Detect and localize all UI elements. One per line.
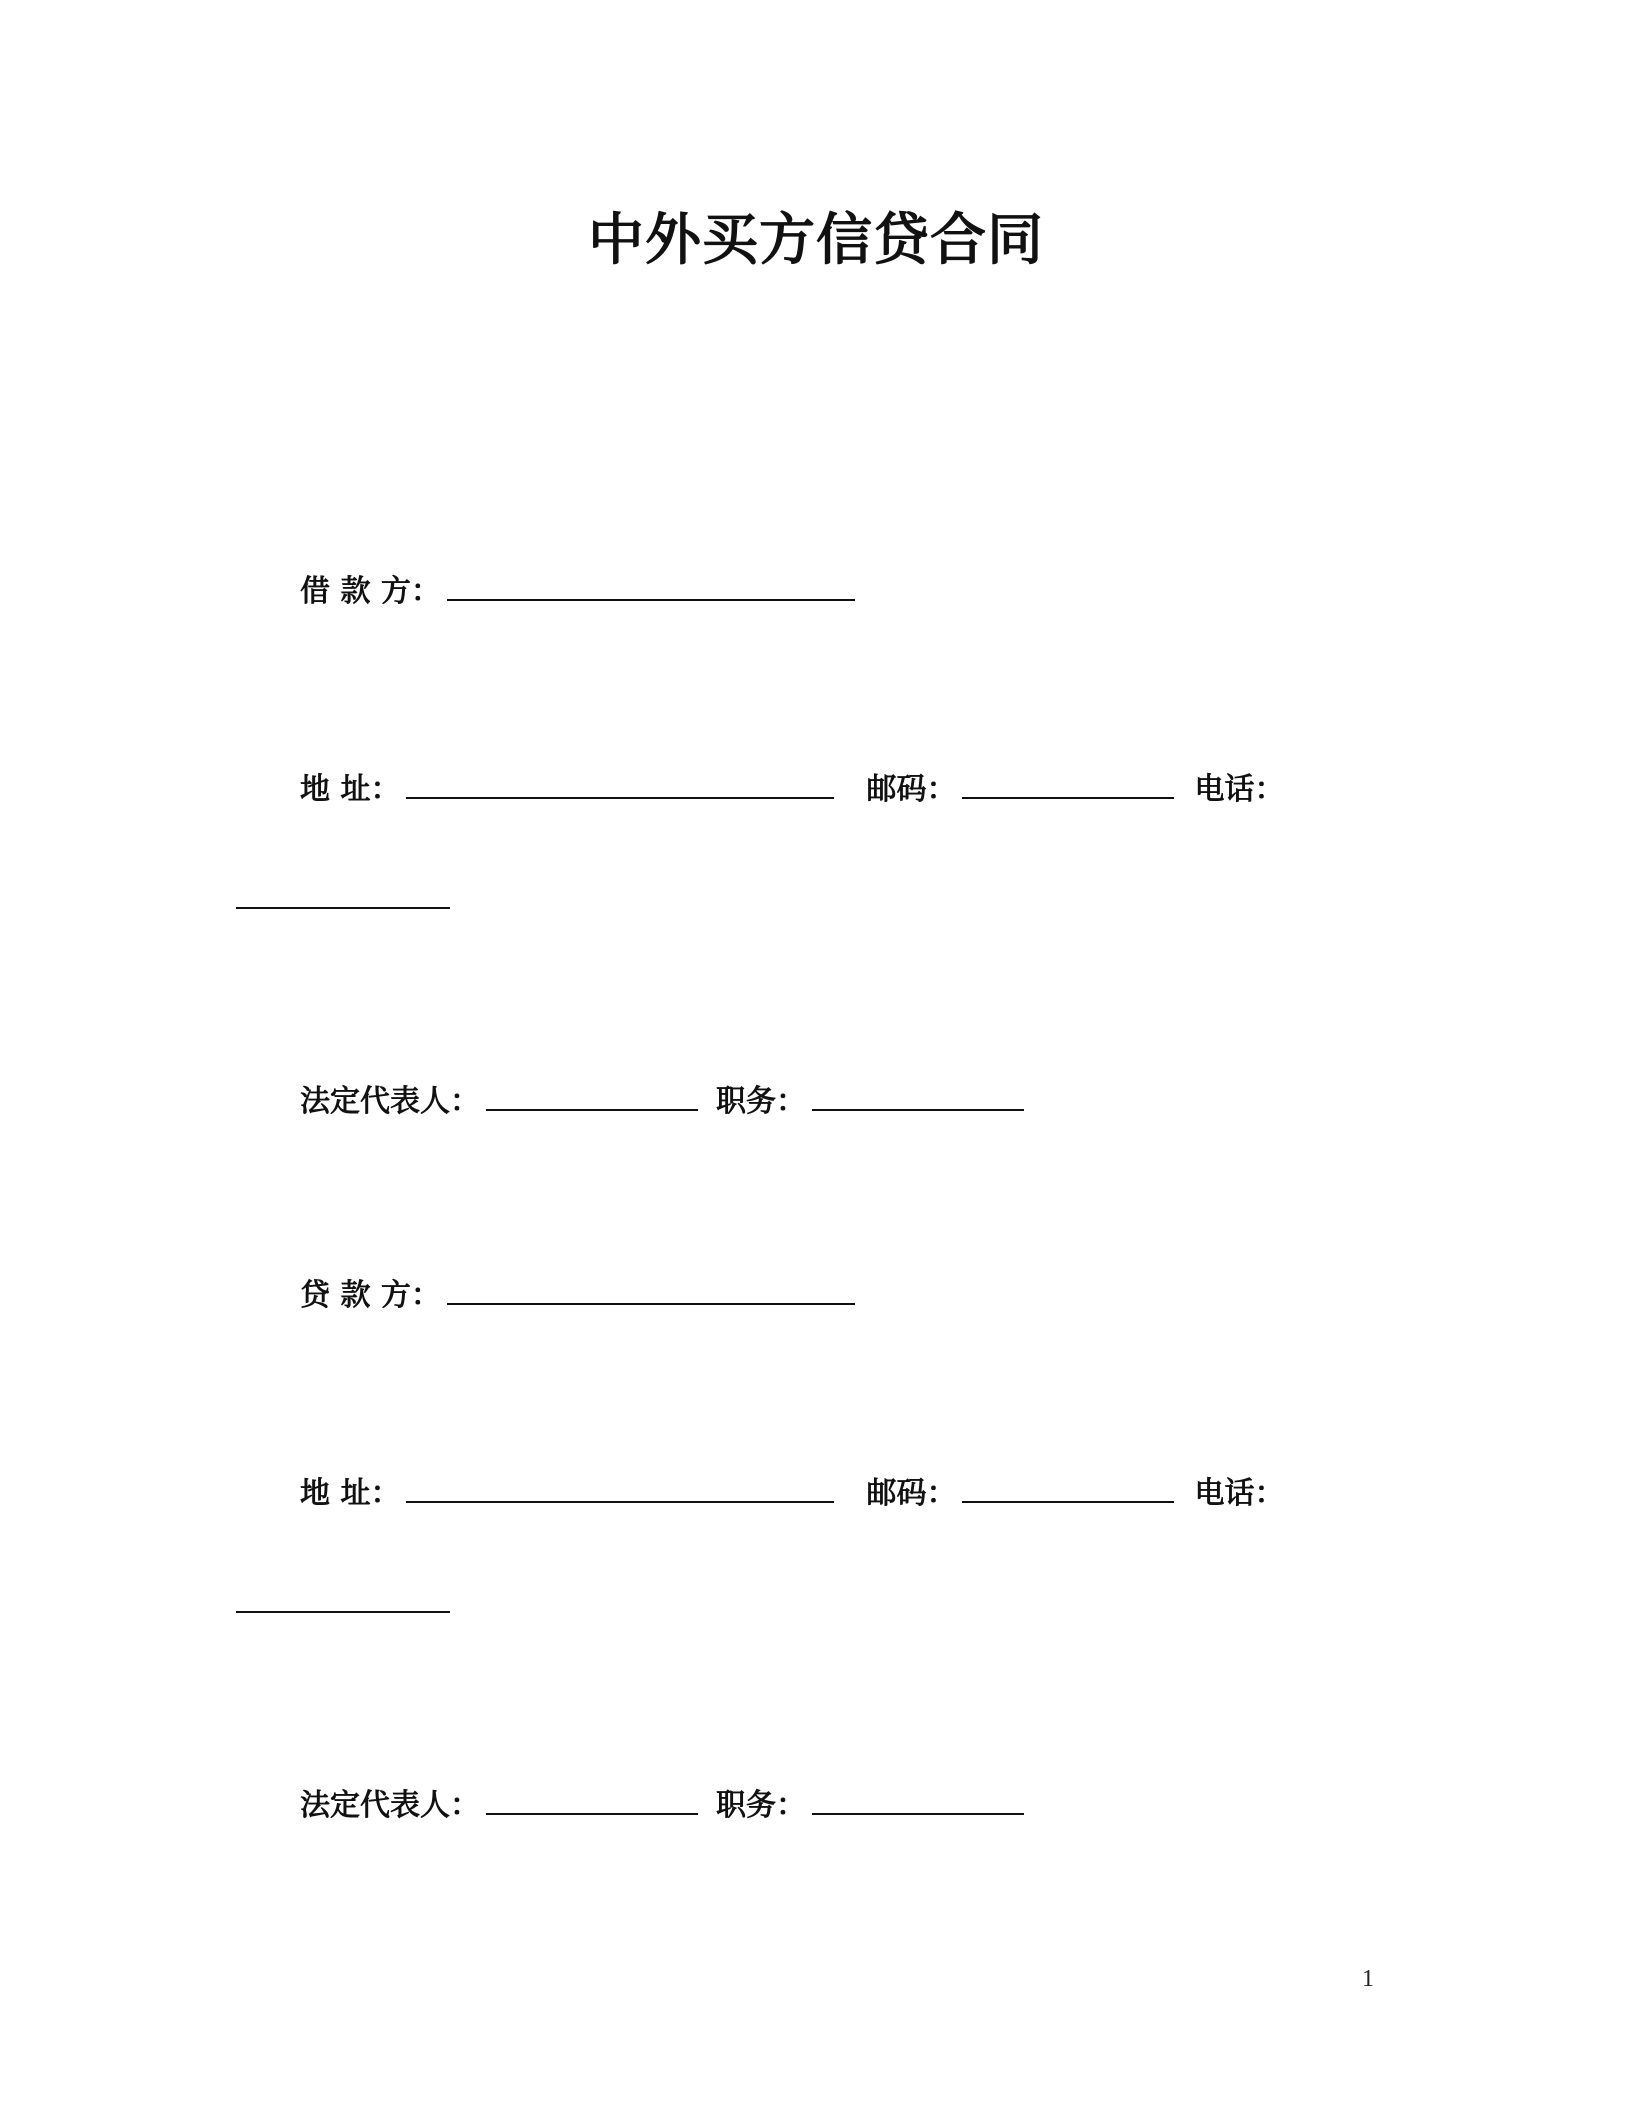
borrower-position-label: 职务： xyxy=(716,1084,806,1119)
lender-party-line xyxy=(300,1276,855,1316)
lender-phone-continuation xyxy=(236,1584,450,1624)
borrower-postcode-blank[interactable] xyxy=(962,797,1174,799)
lender-party-label: 贷 款 方： xyxy=(300,1278,441,1313)
lender-phone-label: 电话： xyxy=(1194,1476,1285,1511)
borrower-address-label: 地 址： xyxy=(300,772,401,807)
lender-address-blank[interactable] xyxy=(406,1501,834,1503)
borrower-address-blank[interactable] xyxy=(406,797,834,799)
borrower-postcode-label: 邮码： xyxy=(866,772,957,807)
page-number: 1 xyxy=(1362,1966,1374,1992)
borrower-address-line xyxy=(300,770,1284,810)
document-title: 中外买方信贷合同 xyxy=(588,208,1044,273)
borrower-rep-blank[interactable] xyxy=(486,1109,698,1111)
lender-rep-label: 法定代表人： xyxy=(300,1788,480,1823)
borrower-phone-continuation xyxy=(236,880,450,920)
borrower-phone-blank[interactable] xyxy=(236,907,450,909)
lender-party-blank[interactable] xyxy=(447,1303,855,1305)
borrower-rep-label: 法定代表人： xyxy=(300,1084,480,1119)
lender-representative-line xyxy=(300,1786,1024,1826)
lender-position-blank[interactable] xyxy=(812,1813,1024,1815)
borrower-position-blank[interactable] xyxy=(812,1109,1024,1111)
lender-position-label: 职务： xyxy=(716,1788,806,1823)
lender-phone-blank[interactable] xyxy=(236,1611,450,1613)
borrower-representative-line xyxy=(300,1082,1024,1122)
lender-postcode-blank[interactable] xyxy=(962,1501,1174,1503)
borrower-party-line xyxy=(300,572,855,612)
lender-address-line xyxy=(300,1474,1284,1514)
borrower-party-blank[interactable] xyxy=(447,599,855,601)
lender-address-label: 地 址： xyxy=(300,1476,401,1511)
borrower-party-label: 借 款 方： xyxy=(300,574,441,609)
borrower-phone-label: 电话： xyxy=(1194,772,1285,807)
lender-rep-blank[interactable] xyxy=(486,1813,698,1815)
lender-postcode-label: 邮码： xyxy=(866,1476,957,1511)
